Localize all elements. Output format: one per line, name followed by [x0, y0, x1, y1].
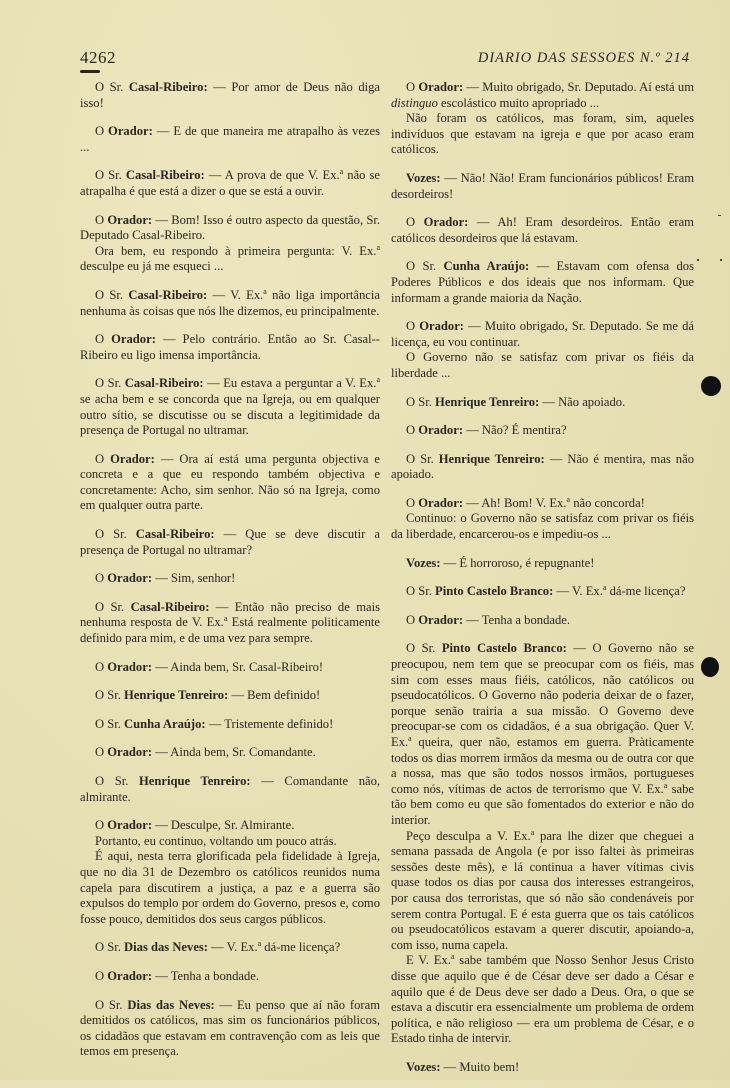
superscript-ordinal: a — [263, 286, 267, 296]
speech-text: — Muito bem! — [443, 1059, 520, 1074]
speaker-name: Henrique Tenreiro: — [138, 774, 251, 788]
speech-text: — Bom! Isso é outro aspecto da questão, Sr. Deputado Casal-Ribeiro. — [80, 212, 380, 243]
speaker-prefix: O Sr. — [95, 997, 128, 1012]
speaker-name: Pinto Castelo Branco: — [435, 584, 554, 599]
speaker-name: Orador: — [111, 332, 156, 347]
margin-mark — [720, 259, 722, 261]
superscript-ordinal: a — [602, 583, 607, 593]
speech-paragraph — [391, 319, 694, 350]
speech-paragraph — [391, 641, 694, 828]
speech-paragraph — [391, 395, 694, 411]
speaker-prefix: O Sr. — [406, 641, 442, 656]
speech-entry — [391, 423, 694, 439]
superscript-ordinal: a — [530, 827, 535, 837]
speaker-prefix: O — [95, 968, 108, 983]
speech-entry — [391, 496, 694, 543]
superscript-ordinal: a — [408, 733, 412, 743]
speech-entry — [80, 688, 380, 704]
speech-entry — [391, 584, 694, 600]
speech-entry — [391, 259, 694, 306]
speech-paragraph — [80, 940, 380, 956]
speech-text: — Então não preciso de mais nenhuma resposta de V. Ex.$^a$ Está realmente politicamente definido para mim, e de uma vez para sempre. — [80, 599, 380, 646]
speaker-prefix: O — [95, 451, 111, 466]
speaker-prefix: O Sr. — [406, 451, 439, 466]
speech-paragraph — [80, 774, 380, 805]
speech-paragraph — [391, 953, 694, 1047]
speech-paragraph — [80, 168, 380, 199]
speech-text: — Não? É mentira? — [466, 423, 567, 438]
speaker-name: Orador: — [418, 612, 464, 627]
speech-paragraph — [80, 288, 380, 319]
speech-paragraph — [80, 376, 380, 438]
superscript-ordinal: a — [376, 242, 380, 252]
speaker-prefix: O Sr. — [95, 774, 139, 788]
speech-text: — Muito obrigado, Sr. Deputado. Se me dá licença, eu vou continuar. — [391, 319, 694, 349]
speech-text: — Não! Não! Eram funcionários públicos! Eram desordeiros! — [391, 170, 695, 201]
speaker-name: Casal-Ribeiro: — [125, 168, 205, 183]
speech-entry — [80, 376, 380, 438]
speech-paragraph — [80, 213, 380, 244]
italic-term: distinguo — [391, 95, 438, 110]
speaker-prefix: O Sr. — [95, 376, 125, 391]
speech-text: — O Governo não se preocupou, nem tem que se preocupar com os fiéis, mas sim com esses maus fiéis, católicos, não católicos ou pseudocatólicos. O Governo não poderia deixar de o fazer, porque senão trairia a sua missão. O Governo deve preocupar-se com os cidadãos, é a sua obrigação. Quer V. Ex.$^a$ queira, quer não, estamos em guerra. Pràticamente todos os dias morrem irmãos da mesma ou de outra cor que a nossa, mas que são todos nossos irmãos, portugueses como nós, vítimas de actos de terrorismo que V. Ex.$^a$ sabe tão bem como eu que são fomentados do exterior e não do interior. — [391, 641, 694, 827]
speaker-name: Casal-Ribeiro: — [135, 527, 215, 542]
speech-text: Não foram os católicos, mas foram, sim, aqueles indivíduos que estavam na igreja e que por acaso eram católicos. — [391, 111, 694, 157]
speaker-name: Orador: — [110, 451, 155, 466]
speaker-name: Vozes: — [406, 170, 441, 185]
superscript-ordinal: a — [223, 614, 228, 624]
speech-paragraph — [391, 215, 694, 246]
speaker-prefix: O — [95, 124, 109, 139]
speech-paragraph — [391, 829, 694, 954]
speech-text: — V. Ex.$^a$ dá-me licença? — [211, 939, 341, 955]
speaker-name: Orador: — [419, 319, 465, 334]
speech-paragraph — [80, 818, 380, 834]
speaker-name: Casal-Ribeiro: — [124, 376, 204, 391]
speech-paragraph — [80, 571, 380, 587]
speech-paragraph — [80, 527, 380, 558]
speech-entry — [391, 452, 694, 483]
speech-text: — Por amor de Deus não diga isso! — [80, 80, 381, 110]
speech-text: — Bem definido! — [231, 688, 321, 703]
speaker-prefix: O Sr. — [95, 168, 126, 183]
superscript-ordinal: a — [339, 167, 344, 177]
speech-paragraph — [80, 452, 380, 514]
speech-text: — Tenha a bondade. — [155, 968, 259, 983]
speech-paragraph — [391, 350, 694, 381]
speech-paragraph — [80, 244, 380, 275]
speaker-prefix: O — [406, 612, 419, 627]
superscript-ordinal: a — [376, 375, 380, 385]
page-number: 4262 — [80, 48, 116, 67]
speaker-name: Henrique Tenreiro: — [124, 688, 229, 703]
speech-entry — [80, 124, 380, 155]
speech-entry — [80, 527, 380, 558]
speech-paragraph — [80, 834, 380, 850]
speaker-name: Orador: — [107, 659, 153, 674]
speech-text: — Eu penso que aí não foram demitidos os católicos, mas sim os funcionários públicos, os cidadãos que estavam em contravenção com as leis que temos em presença. — [80, 997, 380, 1059]
speech-paragraph — [391, 452, 694, 483]
speech-text: — E de que maneira me atrapalho às vezes ... — [80, 124, 380, 154]
speaker-name: Henrique Tenreiro: — [438, 451, 545, 466]
speech-entry — [80, 600, 380, 647]
speech-entry — [80, 774, 380, 805]
speech-paragraph — [80, 998, 380, 1060]
speaker-prefix: O — [95, 818, 108, 833]
speaker-name: Orador: — [107, 571, 153, 586]
speech-text: — V. Ex.$^a$ dá-me licença? — [556, 583, 686, 599]
superscript-ordinal: a — [450, 952, 455, 962]
speech-text: — Não apoiado. — [542, 394, 626, 409]
speech-text: — Ora aí está uma pergunta objectiva e concreta e a que eu respondo também objectiva e concretamente: Acho, sim senhor. Não só na Igreja, como em qualquer outra parte. — [80, 451, 380, 513]
speech-entry — [80, 80, 380, 111]
speech-text: — Tenha a bondade. — [466, 612, 570, 627]
speaker-name: Orador: — [107, 212, 153, 227]
speaker-name: Henrique Tenreiro: — [435, 394, 540, 409]
speech-entry — [80, 332, 380, 363]
speech-entry — [391, 613, 694, 629]
speech-entry — [80, 288, 380, 319]
speech-entry — [80, 571, 380, 587]
speech-entry — [80, 213, 380, 275]
speech-entry — [391, 1060, 694, 1076]
speech-text: O Governo não se satisfaz com privar os fiéis da liberdade ... — [391, 350, 694, 380]
speech-paragraph — [391, 584, 694, 600]
speech-text: Portanto, eu continuo, voltando um pouco atrás. — [95, 833, 337, 848]
speech-entry — [80, 717, 380, 733]
binding-hole-mark — [701, 376, 721, 396]
speech-text: — Comandante não, almirante. — [80, 774, 381, 804]
right-column — [391, 80, 694, 1088]
speech-paragraph — [80, 332, 380, 363]
speaker-name: Dias das Neves: — [127, 997, 215, 1012]
speech-text: E V. Ex.$^a$ sabe também que Nosso Senhor Jesus Cristo disse que aquilo que é de César deve ser dado a César e aquilo que é de Deus deve ser dado a Deus. Ora, o que se estava a discutir era essencialmente um problema de ordem política, e não religioso — era um problema de César, e o Estado tinha de intervir. — [391, 952, 694, 1046]
speaker-name: Vozes: — [406, 1059, 441, 1074]
speech-text: — Tristemente definido! — [208, 716, 334, 731]
speech-paragraph — [391, 423, 694, 439]
speaker-prefix: O — [95, 212, 108, 227]
speaker-name: Casal-Ribeiro: — [130, 599, 210, 614]
speech-entry — [391, 556, 694, 572]
speech-paragraph — [80, 688, 380, 704]
binding-hole-mark — [701, 657, 719, 677]
speech-paragraph — [391, 111, 694, 158]
speech-text: — Muito obrigado, Sr. Deputado. Aí está um distinguo escolástico muito apropriado ... — [391, 80, 694, 110]
left-column — [80, 80, 380, 1073]
speech-entry — [80, 818, 380, 927]
superscript-ordinal: a — [663, 780, 668, 790]
speaker-prefix: O — [406, 319, 420, 334]
superscript-ordinal: a — [257, 939, 262, 949]
speech-text: É aqui, nesta terra glorificada pela fidelidade à Igreja, que no dia 31 de Dezembro os católicos reunidos numa capela para discutirem a justiça, a paz e a guerra são expulsos do templo por ordem do Governo, presos e, como fosse pouco, demitidos dos seus cargos públicos. — [80, 849, 380, 926]
speech-paragraph — [80, 80, 380, 111]
speech-entry — [80, 745, 380, 761]
speaker-name: Orador: — [107, 818, 153, 833]
speaker-name: Orador: — [418, 423, 464, 438]
speaker-name: Orador: — [108, 124, 153, 139]
speech-text: — Ah! Bom! V. Ex.$^a$ não concorda! — [466, 494, 645, 510]
speech-paragraph — [80, 969, 380, 985]
speech-entry — [391, 641, 694, 1046]
speaker-name: Orador: — [423, 215, 469, 230]
speaker-name: Casal-Ribeiro: — [128, 80, 208, 94]
speaker-prefix: O — [95, 745, 108, 760]
speech-text: — Eu estava a perguntar a V. Ex.$^a$ se acha bem e se concorda que na Igreja, ou em qualquer outro sítio, se discutisse ou se discuta a legitimidade da presença de Portugal no ultramar. — [80, 375, 380, 438]
speech-entry — [80, 969, 380, 985]
speech-text: Ora bem, eu respondo à primeira pergunta: V. Ex.$^a$ desculpe eu já me esqueci ... — [80, 242, 380, 274]
speaker-name: Casal-Ribeiro: — [128, 287, 208, 302]
speaker-prefix: O Sr. — [406, 394, 436, 409]
speech-paragraph — [391, 511, 694, 542]
speech-text: — A prova de que V. Ex.$^a$ não se atrapalha é que está a dizer o que se está a ouvir. — [80, 167, 380, 198]
speech-paragraph — [391, 496, 694, 512]
speaker-prefix: O — [406, 215, 424, 230]
speech-text: Continuo: o Governo não se satisfaz com privar os fiéis da liberdade, encarcerou-os e impediu-os ... — [391, 511, 694, 542]
speaker-prefix: O Sr. — [406, 259, 444, 274]
speaker-name: Pinto Castelo Branco: — [441, 641, 567, 656]
speech-entry — [80, 452, 380, 514]
speech-entry — [391, 395, 694, 411]
speaker-name: Cunha Araújo: — [124, 716, 206, 731]
speaker-prefix: O Sr. — [95, 599, 131, 614]
speech-text: Peço desculpa a V. Ex.$^a$ para lhe dizer que cheguei a semana passada de Angola (e por isso faltei às primeiras sessões deste mês), e lá continua a haver vítimas civis quase todos os dias por causa dos interesses estrangeiros, por causa dos terroristas, que só não são condenáveis por serem contra Portugal. E é esta guerra que os tais católicos ou pseudocatólicos estavam a querer discutir, apoiando-a, com isso, numa capela. — [391, 827, 694, 952]
speech-text: — V. Ex.$^a$ não liga importância nenhuma às coisas que nós lhe dizemos, eu principalmente. — [80, 286, 380, 318]
speaker-prefix: O — [95, 332, 112, 347]
speaker-prefix: O Sr. — [95, 688, 125, 703]
speaker-prefix: O Sr. — [406, 584, 436, 599]
speaker-prefix: O — [95, 659, 108, 674]
speech-entry — [391, 215, 694, 246]
speech-text: — Ah! Eram desordeiros. Então eram católicos desordeiros que lá estavam. — [391, 215, 694, 245]
speech-text: — Que se deve discutir a presença de Portugal no ultramar? — [80, 527, 380, 557]
speech-text: — Desculpe, Sr. Almirante. — [155, 818, 295, 833]
speech-paragraph — [80, 600, 380, 647]
speech-entry — [391, 80, 694, 158]
speaker-prefix: O — [95, 571, 108, 586]
speaker-name: Orador: — [418, 80, 464, 94]
margin-mark — [718, 215, 721, 216]
speaker-name: Orador: — [418, 495, 464, 510]
speech-text: — Pelo contrário. Então ao Sr. Casal--Ribeiro eu ligo imensa importância. — [80, 332, 380, 362]
superscript-ordinal: a — [566, 494, 571, 504]
speech-entry — [391, 171, 694, 202]
page-number-underline — [80, 70, 100, 73]
speaker-prefix: O — [406, 495, 419, 510]
speech-paragraph — [80, 124, 380, 155]
speech-paragraph — [80, 660, 380, 676]
speaker-prefix: O Sr. — [95, 940, 125, 955]
speech-text: — Ainda bem, Sr. Comandante. — [155, 745, 316, 760]
speaker-prefix: O Sr. — [95, 716, 125, 731]
speech-paragraph — [391, 80, 694, 111]
speech-entry — [391, 319, 694, 381]
speech-text: — Sim, senhor! — [155, 571, 236, 586]
speech-paragraph — [391, 613, 694, 629]
speaker-prefix: O — [406, 423, 419, 438]
speech-text: — Ainda bem, Sr. Casal-Ribeiro! — [155, 659, 324, 674]
speech-entry — [80, 168, 380, 199]
running-head: DIARIO DAS SESSOES N.º 214 — [477, 50, 690, 66]
speech-text: — É horroroso, é repugnante! — [443, 555, 595, 570]
speech-paragraph — [80, 745, 380, 761]
speaker-prefix: O Sr. — [95, 80, 129, 94]
speech-text: — Não é mentira, mas não apoiado. — [391, 451, 694, 482]
speaker-name: Vozes: — [406, 555, 441, 570]
speaker-prefix: O Sr. — [95, 527, 136, 542]
speech-paragraph — [80, 849, 380, 927]
speech-paragraph — [391, 259, 694, 306]
speech-text: — Estavam com ofensa dos Poderes Públicos e dos ideais que nos informam. Que informam a grande maioria da Nação. — [391, 259, 694, 305]
speaker-name: Cunha Araújo: — [443, 259, 530, 274]
speech-paragraph — [80, 717, 380, 733]
speech-paragraph — [391, 1060, 694, 1076]
speaker-prefix: O — [406, 80, 419, 94]
speech-entry — [80, 660, 380, 676]
speech-entry — [80, 940, 380, 956]
speaker-prefix: O Sr. — [95, 287, 129, 302]
margin-mark — [697, 259, 699, 261]
speech-paragraph — [391, 171, 694, 202]
speech-paragraph — [391, 556, 694, 572]
speaker-name: Orador: — [107, 745, 153, 760]
speech-entry — [80, 998, 380, 1060]
speaker-name: Dias das Neves: — [124, 940, 209, 955]
speaker-name: Orador: — [107, 968, 153, 983]
